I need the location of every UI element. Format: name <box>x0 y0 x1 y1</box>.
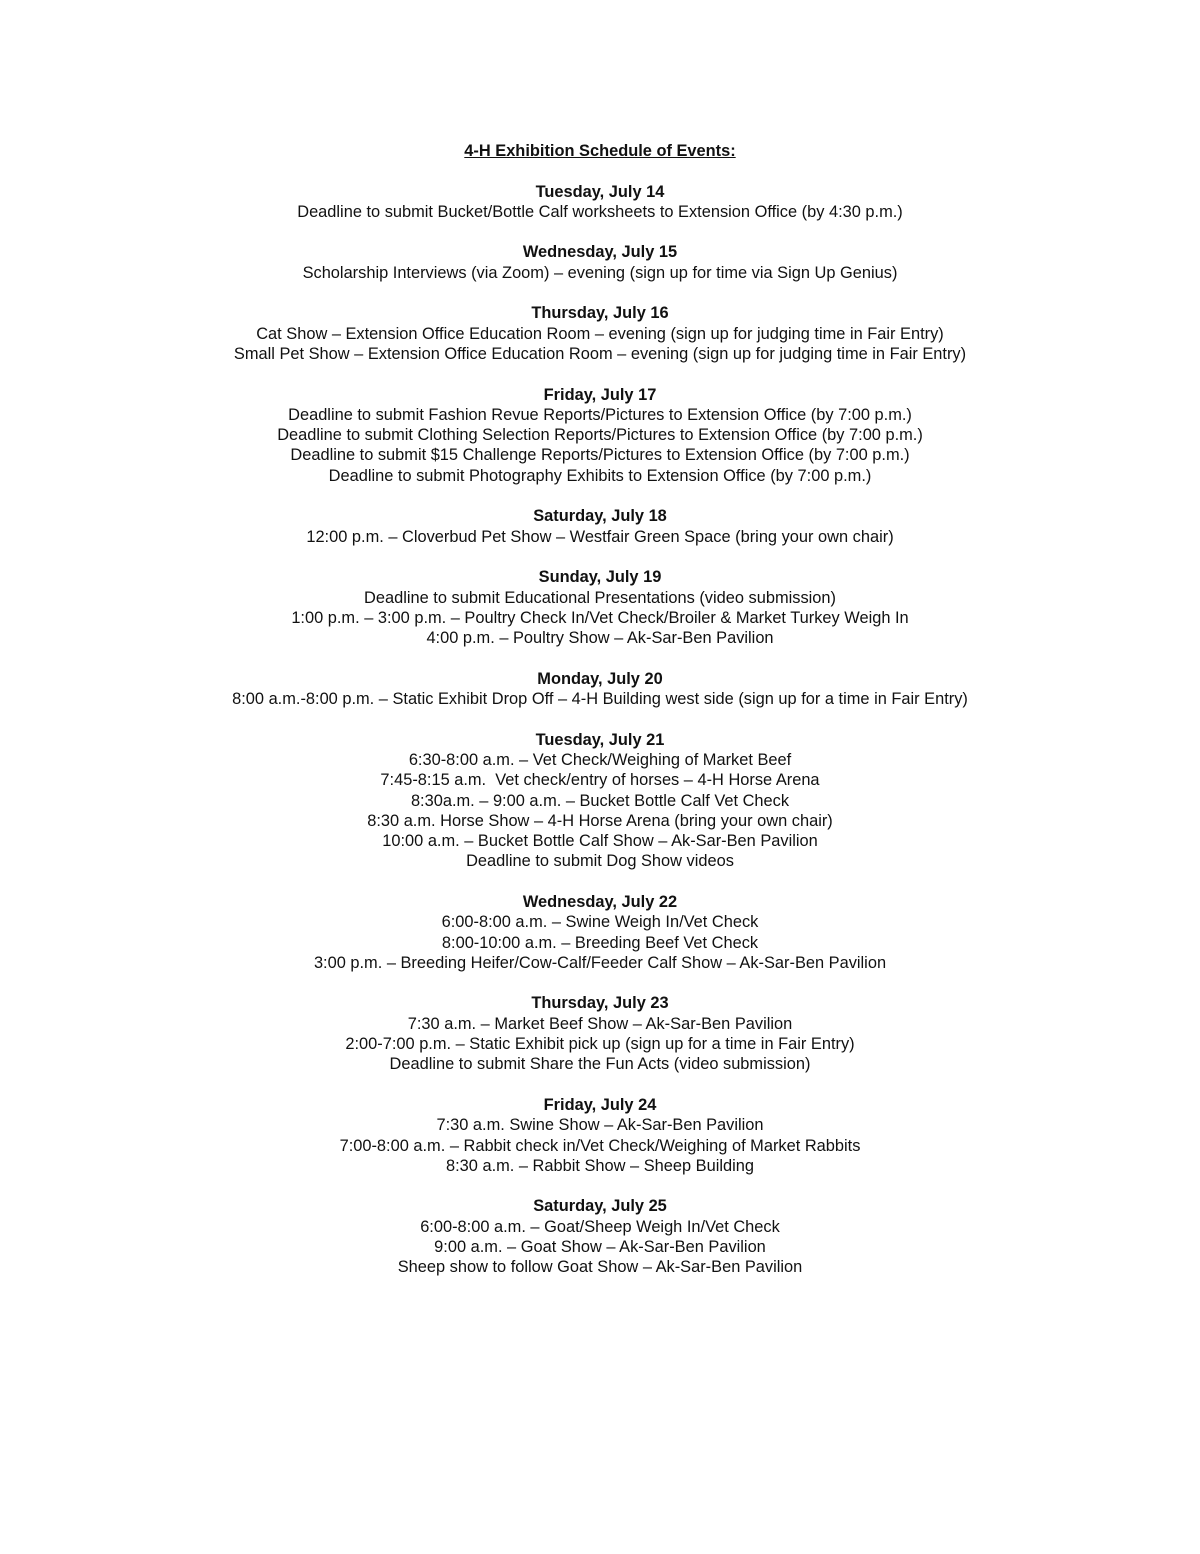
event-item: Scholarship Interviews (via Zoom) – evening (sign up for time via Sign Up Genius) <box>302 263 898 282</box>
day-heading: Saturday, July 25 <box>533 1197 667 1216</box>
event-item: 8:00-10:00 a.m. – Breeding Beef Vet Check <box>441 933 759 952</box>
event-item: 2:00-7:00 p.m. – Static Exhibit pick up (sign up for a time in Fair Entry) <box>345 1035 855 1054</box>
schedule-day-section <box>0 730 1200 872</box>
event-item: Deadline to submit Photography Exhibits to Extension Office (by 7:00 p.m.) <box>328 466 872 485</box>
schedule-day-section <box>0 1095 1200 1176</box>
event-item: 7:00-8:00 a.m. – Rabbit check in/Vet Check/Weighing of Market Rabbits <box>339 1136 861 1155</box>
schedule-day-section <box>0 242 1200 283</box>
event-item: Deadline to submit Share the Fun Acts (video submission) <box>389 1055 811 1074</box>
schedule-day-section <box>0 506 1200 547</box>
event-item: 7:30 a.m. – Market Beef Show – Ak-Sar-Ben Pavilion <box>407 1014 793 1033</box>
event-item: 6:30-8:00 a.m. – Vet Check/Weighing of Market Beef <box>408 750 792 769</box>
day-heading: Wednesday, July 15 <box>522 243 678 262</box>
schedule-day-section <box>0 567 1200 648</box>
schedule-day-section <box>0 1196 1200 1277</box>
event-item: Deadline to submit Clothing Selection Reports/Pictures to Extension Office (by 7:00 p.m.) <box>277 426 923 445</box>
day-heading: Tuesday, July 21 <box>535 730 665 749</box>
schedule-day-section <box>0 303 1200 364</box>
event-item: 8:00 a.m.-8:00 p.m. – Static Exhibit Drop Off – 4-H Building west side (sign up for a time in Fair Entry) <box>232 690 968 709</box>
event-item: 3:00 p.m. – Breeding Heifer/Cow-Calf/Feeder Calf Show – Ak-Sar-Ben Pavilion <box>313 953 887 972</box>
event-item: Sheep show to follow Goat Show – Ak-Sar-Ben Pavilion <box>397 1258 803 1277</box>
event-item: 1:00 p.m. – 3:00 p.m. – Poultry Check In/Vet Check/Broiler & Market Turkey Weigh In <box>291 608 909 627</box>
day-heading: Monday, July 20 <box>537 669 663 688</box>
event-item: 7:30 a.m. Swine Show – Ak-Sar-Ben Pavilion <box>436 1116 764 1135</box>
schedule-day-section <box>0 892 1200 973</box>
event-item: Small Pet Show – Extension Office Education Room – evening (sign up for judging time in Fair Entry) <box>233 344 967 363</box>
schedule-day-section <box>0 182 1200 223</box>
day-heading: Thursday, July 16 <box>531 304 669 323</box>
event-item: 7:45-8:15 a.m. Vet check/entry of horses – 4-H Horse Arena <box>380 771 820 790</box>
event-item: Deadline to submit Educational Presentations (video submission) <box>364 588 836 607</box>
day-heading: Tuesday, July 14 <box>535 182 665 201</box>
schedule-document <box>0 141 1200 1298</box>
day-heading: Sunday, July 19 <box>538 568 662 587</box>
day-heading: Friday, July 17 <box>543 385 657 404</box>
schedule-sections <box>0 182 1200 1278</box>
event-item: 8:30 a.m. – Rabbit Show – Sheep Building <box>446 1156 754 1175</box>
schedule-day-section <box>0 385 1200 486</box>
event-item: Deadline to submit Bucket/Bottle Calf worksheets to Extension Office (by 4:30 p.m.) <box>297 202 903 221</box>
event-item: Cat Show – Extension Office Education Room – evening (sign up for judging time in Fair Entry) <box>256 324 944 343</box>
event-item: 8:30a.m. – 9:00 a.m. – Bucket Bottle Calf Vet Check <box>410 791 790 810</box>
event-item: Deadline to submit Dog Show videos <box>466 852 734 871</box>
day-heading: Thursday, July 23 <box>531 994 669 1013</box>
event-item: 6:00-8:00 a.m. – Goat/Sheep Weigh In/Vet Check <box>420 1217 780 1236</box>
schedule-day-section <box>0 993 1200 1074</box>
event-item: 10:00 a.m. – Bucket Bottle Calf Show – Ak-Sar-Ben Pavilion <box>382 832 818 851</box>
event-item: Deadline to submit $15 Challenge Reports/Pictures to Extension Office (by 7:00 p.m.) <box>290 446 910 465</box>
event-item: 8:30 a.m. Horse Show – 4-H Horse Arena (bring your own chair) <box>367 811 833 830</box>
document-title: 4-H Exhibition Schedule of Events: <box>464 142 736 160</box>
event-item: 4:00 p.m. – Poultry Show – Ak-Sar-Ben Pavilion <box>426 629 774 648</box>
day-heading: Wednesday, July 22 <box>522 892 678 911</box>
event-item: Deadline to submit Fashion Revue Reports/Pictures to Extension Office (by 7:00 p.m.) <box>288 405 912 424</box>
day-heading: Saturday, July 18 <box>533 507 667 526</box>
schedule-day-section <box>0 669 1200 710</box>
event-item: 9:00 a.m. – Goat Show – Ak-Sar-Ben Pavilion <box>434 1238 766 1257</box>
event-item: 6:00-8:00 a.m. – Swine Weigh In/Vet Check <box>441 913 759 932</box>
event-item: 12:00 p.m. – Cloverbud Pet Show – Westfair Green Space (bring your own chair) <box>306 527 894 546</box>
day-heading: Friday, July 24 <box>543 1095 657 1114</box>
